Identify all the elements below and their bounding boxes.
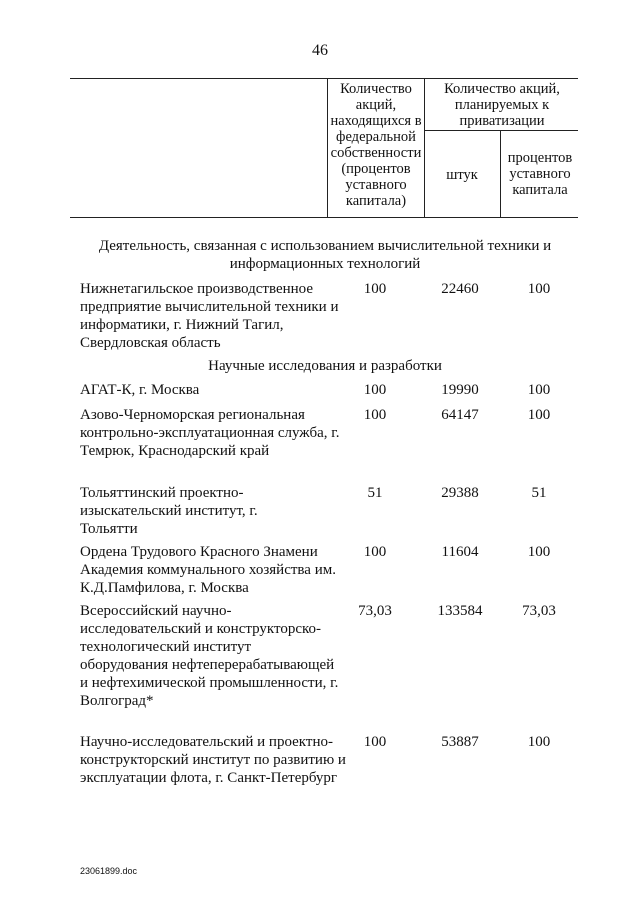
row-federal: 100: [363, 382, 387, 398]
row-percent: 100: [527, 544, 551, 560]
header-divider-1: [327, 78, 328, 218]
row-federal: 51: [367, 485, 383, 501]
row-shares: 133584: [437, 603, 483, 619]
row-federal: 100: [363, 281, 387, 297]
header-percent-capital: процентов уставного капитала: [507, 150, 573, 198]
row-federal: 100: [363, 407, 387, 423]
row-federal: 100: [363, 544, 387, 560]
section-title: Научные исследования и разработки: [208, 358, 442, 374]
row-name: Научно-исследовательский и проектно-конструкторский институт по развитию и эксплуатации флота, г. Санкт-Петербург: [80, 734, 346, 786]
row-federal: 73,03: [358, 603, 392, 619]
header-divider-3: [500, 130, 501, 218]
row-name: Тольяттинский проектно-изыскательский институт, г. Тольятти: [80, 485, 258, 537]
file-footer: 23061899.doc: [80, 866, 138, 876]
row-percent: 100: [527, 734, 551, 750]
header-federal-shares: Количество акций, находящихся в федеральной собственности (процентов уставного капитала): [330, 81, 422, 209]
row-percent: 100: [527, 382, 551, 398]
row-shares: 53887: [441, 734, 479, 750]
header-group-rule: [424, 130, 578, 131]
row-name: Всероссийский научно-исследовательский и конструкторско-технологический институт оборудования нефтеперерабатывающей и нефтехимической промышленности, г. Волгоград*: [80, 603, 339, 709]
header-bottom-rule: [70, 217, 578, 218]
row-percent: 73,03: [522, 603, 556, 619]
row-percent: 100: [527, 281, 551, 297]
section-title: Деятельность, связанная с использованием вычислительной техники и информационных технологий: [98, 238, 552, 272]
row-shares: 19990: [441, 382, 479, 398]
header-divider-2: [424, 78, 425, 218]
row-name: Ордена Трудового Красного Знамени Академия коммунального хозяйства им. К.Д.Памфилова, г. Москва: [80, 544, 336, 596]
row-shares: 11604: [441, 544, 479, 560]
row-name: АГАТ-К, г. Москва: [80, 382, 200, 398]
header-top-rule: [70, 78, 578, 79]
page-number: 46: [312, 42, 328, 59]
row-shares: 64147: [441, 407, 479, 423]
row-name: Азово-Черноморская региональная контрольно-эксплуатационная служба, г. Темрюк, Краснодарский край: [80, 407, 340, 459]
header-planned-shares: Количество акций, планируемых к приватизации: [444, 81, 560, 129]
row-percent: 100: [527, 407, 551, 423]
row-shares: 29388: [441, 485, 479, 501]
header-shares-count: штук: [446, 167, 478, 183]
row-percent: 51: [531, 485, 547, 501]
row-shares: 22460: [441, 281, 479, 297]
row-name: Нижнетагильское производственное предприятие вычислительной техники и информатики, г. Нижний Тагил, Свердловская область: [80, 281, 339, 351]
row-federal: 100: [363, 734, 387, 750]
